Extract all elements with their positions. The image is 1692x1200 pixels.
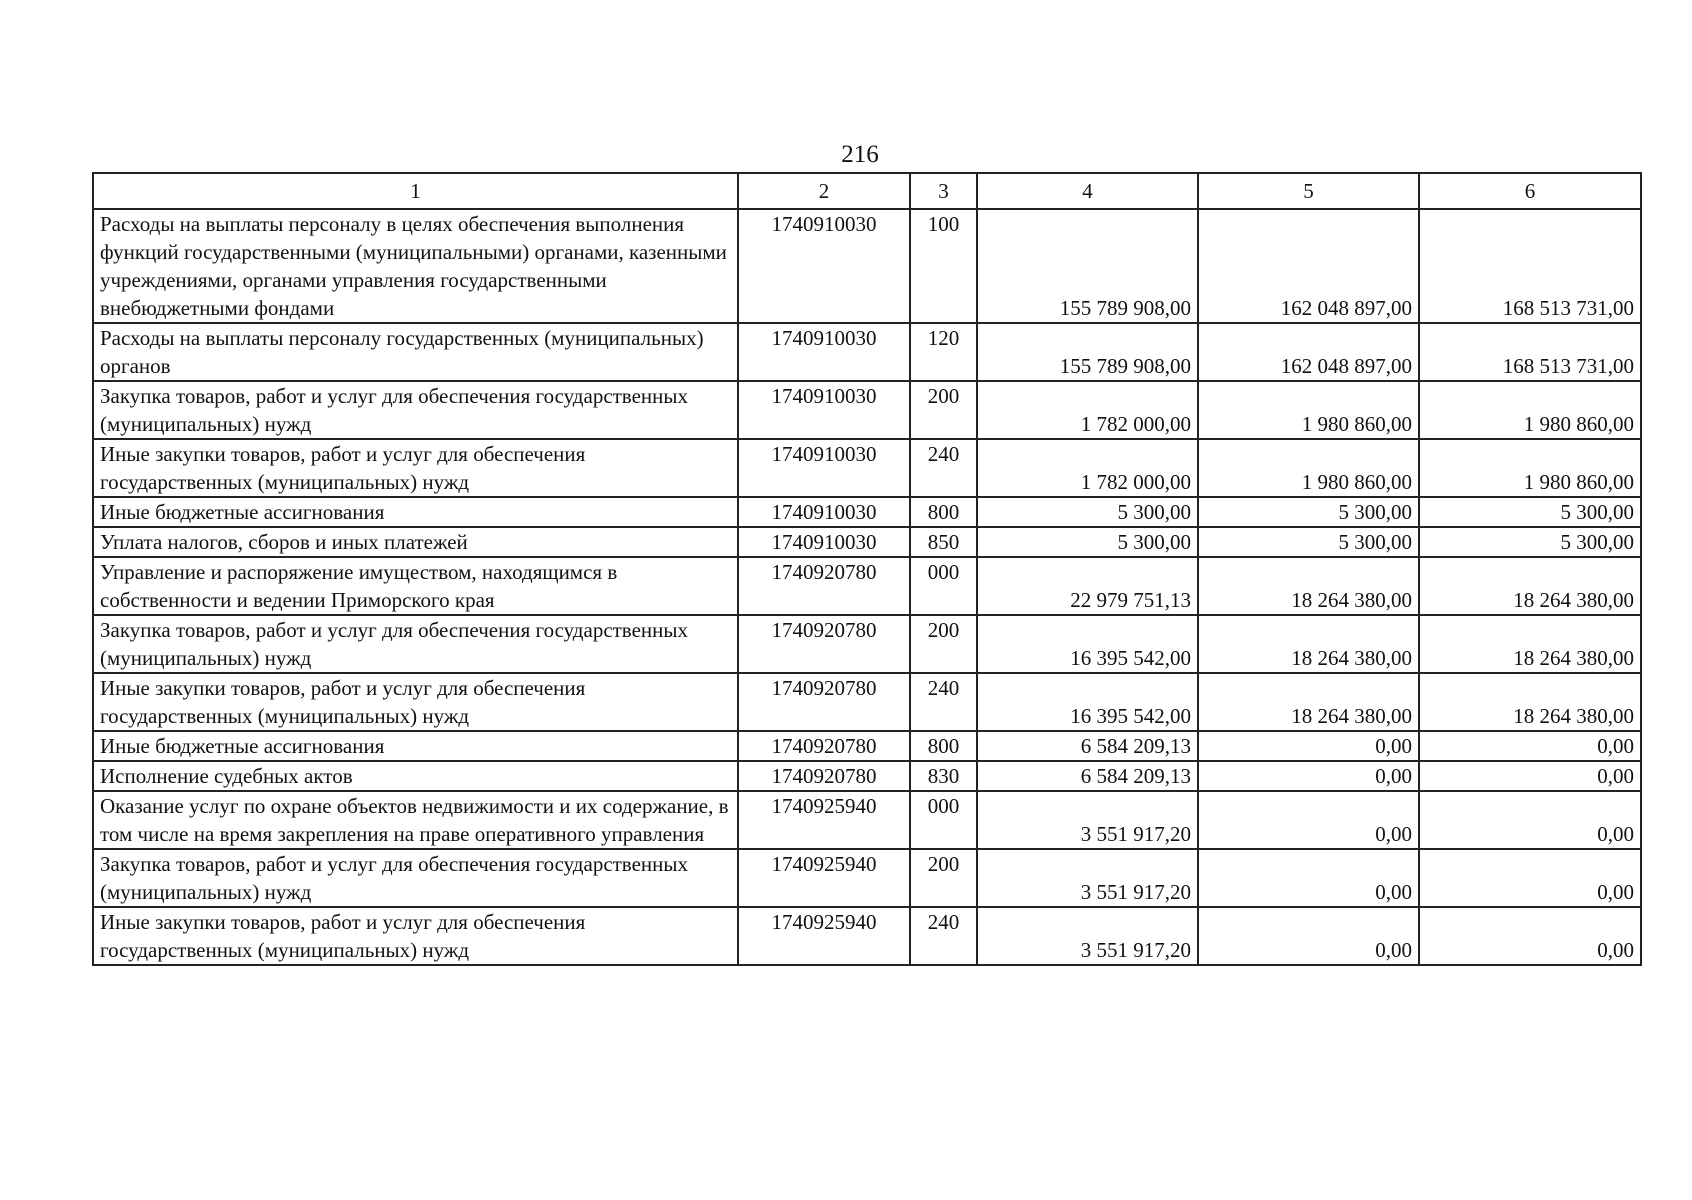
row-name-cell: Иные закупки товаров, работ и услуг для обеспечения государственных (муниципальных) нужд [93, 439, 738, 497]
row-value-5-cell: 162 048 897,00 [1198, 209, 1419, 323]
row-code-cell: 1740910030 [738, 209, 910, 323]
row-kvr-cell: 240 [910, 439, 977, 497]
row-name-cell: Закупка товаров, работ и услуг для обеспечения государственных (муниципальных) нужд [93, 381, 738, 439]
row-name-cell: Управление и распоряжение имуществом, находящимся в собственности и ведении Приморского края [93, 557, 738, 615]
table-row [93, 907, 1641, 965]
row-kvr-cell: 000 [910, 557, 977, 615]
row-code-cell: 1740910030 [738, 497, 910, 527]
row-code-cell: 1740920780 [738, 673, 910, 731]
row-value-5-cell: 1 980 860,00 [1198, 439, 1419, 497]
row-value-5-cell: 0,00 [1198, 849, 1419, 907]
table-header-row [93, 173, 1641, 209]
row-name-cell: Расходы на выплаты персоналу государственных (муниципальных) органов [93, 323, 738, 381]
row-value-6-cell: 5 300,00 [1419, 527, 1641, 557]
budget-table [92, 172, 1642, 966]
row-code-cell: 1740910030 [738, 527, 910, 557]
row-value-4-cell: 22 979 751,13 [977, 557, 1198, 615]
row-name-cell: Закупка товаров, работ и услуг для обеспечения государственных (муниципальных) нужд [93, 849, 738, 907]
row-value-4-cell: 3 551 917,20 [977, 849, 1198, 907]
row-code-cell: 1740925940 [738, 907, 910, 965]
table-row [93, 557, 1641, 615]
row-value-4-cell: 3 551 917,20 [977, 791, 1198, 849]
header-cell-6: 6 [1419, 173, 1641, 209]
row-code-cell: 1740925940 [738, 791, 910, 849]
row-value-6-cell: 0,00 [1419, 731, 1641, 761]
row-value-5-cell: 5 300,00 [1198, 527, 1419, 557]
row-value-4-cell: 1 782 000,00 [977, 381, 1198, 439]
header-cell-1: 1 [93, 173, 738, 209]
row-value-5-cell: 5 300,00 [1198, 497, 1419, 527]
row-value-4-cell: 155 789 908,00 [977, 323, 1198, 381]
row-kvr-cell: 120 [910, 323, 977, 381]
header-cell-4: 4 [977, 173, 1198, 209]
row-kvr-cell: 240 [910, 673, 977, 731]
row-value-4-cell: 6 584 209,13 [977, 761, 1198, 791]
row-value-5-cell: 0,00 [1198, 907, 1419, 965]
row-value-4-cell: 1 782 000,00 [977, 439, 1198, 497]
row-code-cell: 1740910030 [738, 439, 910, 497]
row-kvr-cell: 800 [910, 497, 977, 527]
header-cell-5: 5 [1198, 173, 1419, 209]
row-value-6-cell: 18 264 380,00 [1419, 615, 1641, 673]
row-name-cell: Иные закупки товаров, работ и услуг для обеспечения государственных (муниципальных) нужд [93, 673, 738, 731]
row-name-cell: Иные закупки товаров, работ и услуг для обеспечения государственных (муниципальных) нужд [93, 907, 738, 965]
table-row [93, 381, 1641, 439]
row-kvr-cell: 830 [910, 761, 977, 791]
table-row [93, 323, 1641, 381]
row-kvr-cell: 200 [910, 381, 977, 439]
row-value-5-cell: 0,00 [1198, 791, 1419, 849]
row-code-cell: 1740910030 [738, 381, 910, 439]
row-code-cell: 1740920780 [738, 615, 910, 673]
table-row [93, 849, 1641, 907]
row-value-4-cell: 16 395 542,00 [977, 673, 1198, 731]
row-code-cell: 1740920780 [738, 761, 910, 791]
table-row [93, 791, 1641, 849]
row-value-6-cell: 168 513 731,00 [1419, 209, 1641, 323]
row-name-cell: Уплата налогов, сборов и иных платежей [93, 527, 738, 557]
row-value-5-cell: 18 264 380,00 [1198, 557, 1419, 615]
row-value-4-cell: 6 584 209,13 [977, 731, 1198, 761]
row-code-cell: 1740925940 [738, 849, 910, 907]
table-row [93, 731, 1641, 761]
row-code-cell: 1740920780 [738, 731, 910, 761]
row-value-6-cell: 5 300,00 [1419, 497, 1641, 527]
row-value-5-cell: 0,00 [1198, 731, 1419, 761]
row-value-5-cell: 0,00 [1198, 761, 1419, 791]
row-value-4-cell: 155 789 908,00 [977, 209, 1198, 323]
row-value-4-cell: 5 300,00 [977, 527, 1198, 557]
table-row [93, 497, 1641, 527]
row-code-cell: 1740920780 [738, 557, 910, 615]
row-value-4-cell: 3 551 917,20 [977, 907, 1198, 965]
row-name-cell: Закупка товаров, работ и услуг для обеспечения государственных (муниципальных) нужд [93, 615, 738, 673]
row-value-5-cell: 1 980 860,00 [1198, 381, 1419, 439]
row-value-5-cell: 18 264 380,00 [1198, 673, 1419, 731]
row-value-4-cell: 16 395 542,00 [977, 615, 1198, 673]
header-cell-3: 3 [910, 173, 977, 209]
table-row [93, 615, 1641, 673]
row-value-6-cell: 0,00 [1419, 761, 1641, 791]
row-value-6-cell: 1 980 860,00 [1419, 439, 1641, 497]
row-kvr-cell: 200 [910, 849, 977, 907]
row-name-cell: Иные бюджетные ассигнования [93, 731, 738, 761]
row-kvr-cell: 200 [910, 615, 977, 673]
row-kvr-cell: 100 [910, 209, 977, 323]
row-value-6-cell: 18 264 380,00 [1419, 673, 1641, 731]
row-code-cell: 1740910030 [738, 323, 910, 381]
row-value-6-cell: 1 980 860,00 [1419, 381, 1641, 439]
row-kvr-cell: 850 [910, 527, 977, 557]
header-cell-2: 2 [738, 173, 910, 209]
row-name-cell: Иные бюджетные ассигнования [93, 497, 738, 527]
row-name-cell: Исполнение судебных актов [93, 761, 738, 791]
row-value-5-cell: 18 264 380,00 [1198, 615, 1419, 673]
row-value-6-cell: 18 264 380,00 [1419, 557, 1641, 615]
row-kvr-cell: 240 [910, 907, 977, 965]
row-value-5-cell: 162 048 897,00 [1198, 323, 1419, 381]
table-row [93, 209, 1641, 323]
table-row [93, 761, 1641, 791]
row-value-6-cell: 0,00 [1419, 907, 1641, 965]
row-name-cell: Расходы на выплаты персоналу в целях обеспечения выполнения функций государственными (муниципальными) органами, казенными учреждениями, органами управления государственными внебюджетными фондами [93, 209, 738, 323]
row-value-6-cell: 168 513 731,00 [1419, 323, 1641, 381]
table-row [93, 439, 1641, 497]
row-value-4-cell: 5 300,00 [977, 497, 1198, 527]
row-value-6-cell: 0,00 [1419, 791, 1641, 849]
row-kvr-cell: 800 [910, 731, 977, 761]
row-value-6-cell: 0,00 [1419, 849, 1641, 907]
page-number: 216 [841, 141, 879, 168]
table-row [93, 673, 1641, 731]
table-row [93, 527, 1641, 557]
row-name-cell: Оказание услуг по охране объектов недвижимости и их содержание, в том числе на время закрепления на праве оперативного управления [93, 791, 738, 849]
row-kvr-cell: 000 [910, 791, 977, 849]
